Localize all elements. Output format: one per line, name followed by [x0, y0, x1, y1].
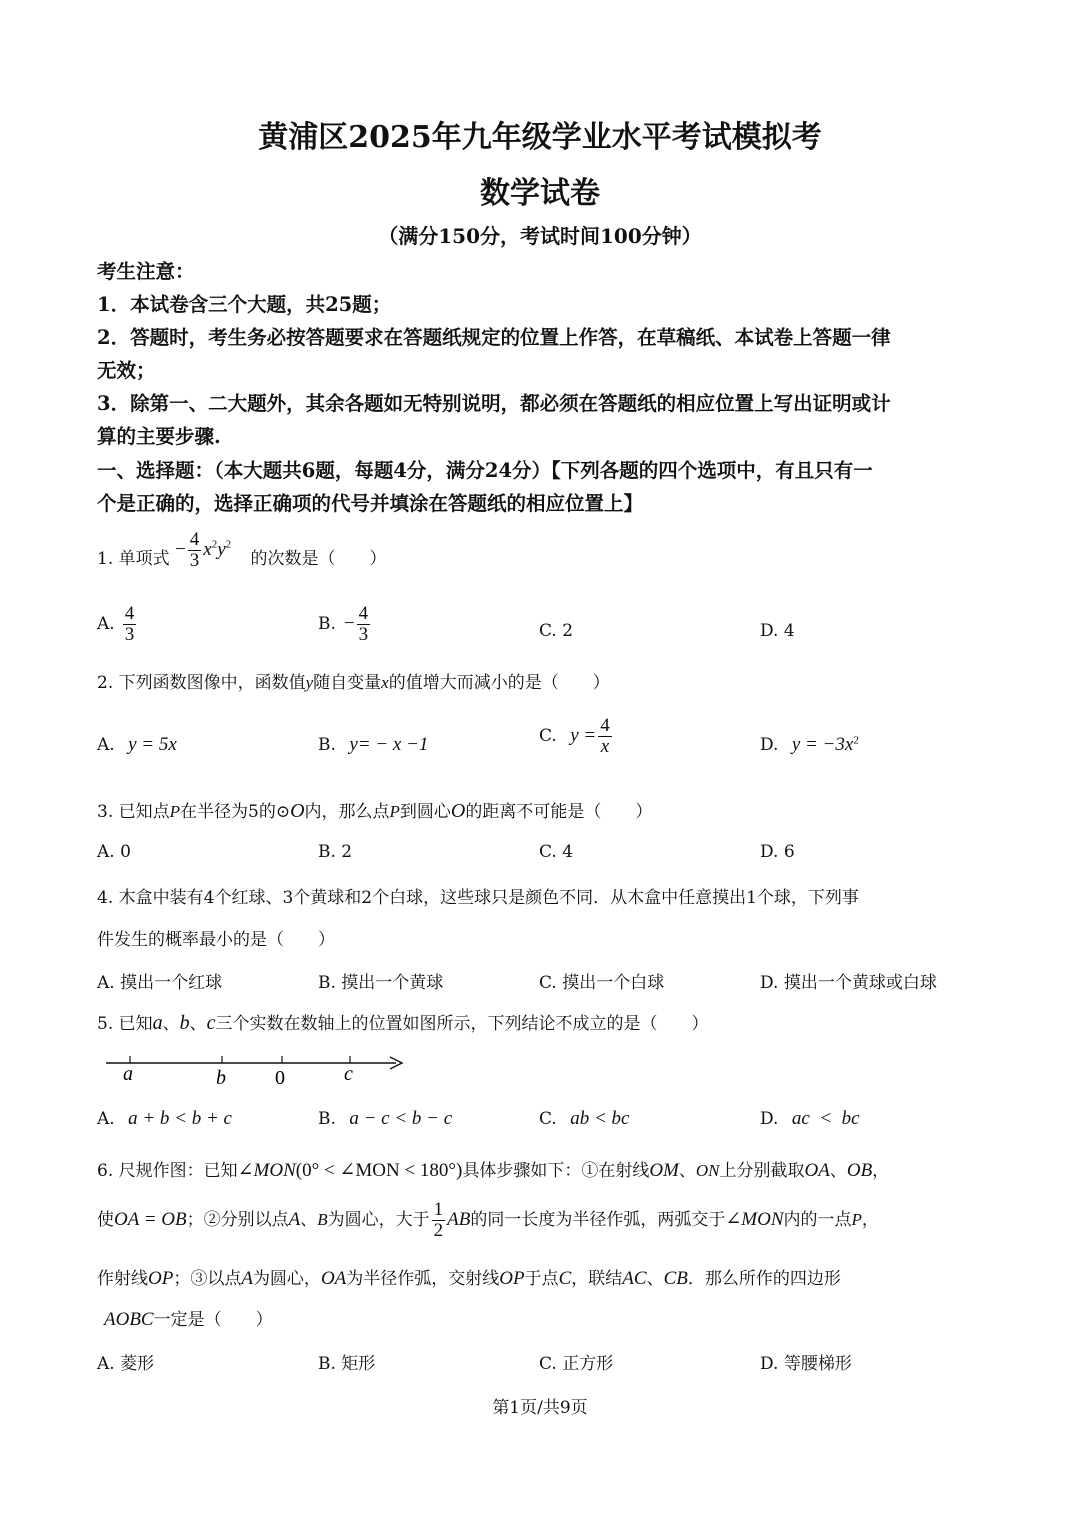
- q3-option-d[interactable]: D. 6: [760, 842, 795, 862]
- q4-option-a[interactable]: A. 摸出一个红球: [97, 973, 223, 993]
- question-4: 4. 木盒中装有4个红球、3个黄球和2个白球，这些球只是颜色不同．从木盒中任意摸出1个球，下列事: [97, 888, 859, 908]
- q1-option-d[interactable]: D. 4: [760, 621, 795, 641]
- exam-subject: 数学试卷: [480, 176, 600, 211]
- q2-option-a[interactable]: A. y = 5x: [97, 734, 177, 755]
- q5-option-b[interactable]: B. a − c < b − c: [318, 1108, 453, 1129]
- q3-option-c[interactable]: C. 4: [539, 842, 574, 862]
- q5-option-c[interactable]: C. ab < bc: [539, 1108, 630, 1129]
- section-1-heading: 一、选择题：（本大题共6题，每题4分，满分24分）【下列各题的四个选项中，有且只有一: [97, 459, 873, 482]
- q1-option-b[interactable]: B. − $\frac{4}{3}$: [318, 603, 369, 645]
- section-1-heading-cont: 个是正确的，选择正确项的代号并填涂在答题纸的相应位置上】: [97, 492, 644, 515]
- q1-option-a[interactable]: A. $\frac{4}{3}$: [97, 603, 135, 645]
- q2-option-d[interactable]: D. $y = -3x^2$: [760, 734, 859, 755]
- q6-option-a[interactable]: A. 菱形: [97, 1354, 155, 1374]
- question-2: 2. 下列函数图像中，函数值y随自变量x的值增大而减小的是（ ）: [97, 673, 610, 693]
- notice-item-2-cont: 无效；: [97, 359, 156, 382]
- q1-option-c[interactable]: C. 2: [539, 621, 574, 641]
- q6-option-b[interactable]: B. 矩形: [318, 1354, 376, 1374]
- notice-item-3-cont: 算的主要步骤.: [97, 425, 221, 448]
- q4-option-c[interactable]: C. 摸出一个白球: [539, 973, 665, 993]
- exam-title: 黄浦区2025年九年级学业水平考试模拟考: [258, 120, 822, 155]
- question-6-line-1: 6. 尺规作图：已知∠MON(0° < ∠MON < 180°)具体步骤如下：①在射线OM、ON上分别截取OA、OB，: [97, 1160, 890, 1181]
- axis-label-c: c: [344, 1063, 353, 1085]
- number-line: [100, 1050, 410, 1092]
- q1-monomial: − $\frac{4}{3}$ $x^2y^2$: [175, 529, 232, 571]
- q5-option-a[interactable]: A. a + b < b + c: [97, 1108, 232, 1129]
- question-3: 3. 已知点P在半径为5的⊙O内，那么点P到圆心O的距离不可能是（ ）: [97, 800, 653, 822]
- page-number: 第1页/共9页: [492, 1398, 588, 1418]
- q6-option-d[interactable]: D. 等腰梯形: [760, 1354, 852, 1374]
- notice-item-2: 2．答题时，考生务必按答题要求在答题纸规定的位置上作答，在草稿纸、本试卷上答题一律: [97, 326, 891, 349]
- question-5: 5. 已知a、b、c三个实数在数轴上的位置如图所示，下列结论不成立的是（ ）: [97, 1012, 709, 1034]
- question-6-line-4: AOBC一定是（ ）: [104, 1309, 273, 1330]
- notice-heading: 考生注意：: [97, 260, 195, 283]
- q3-option-b[interactable]: B. 2: [318, 842, 353, 862]
- exam-info: （满分150分，考试时间100分钟）: [378, 224, 702, 248]
- question-6-line-3: 作射线OP；③以点A为圆心，OA为半径作弧，交射线OP于点C，联结AC、CB．那么所作的四边形: [97, 1268, 841, 1289]
- q4-option-d[interactable]: D. 摸出一个黄球或白球: [760, 973, 937, 993]
- q6-option-c[interactable]: C. 正方形: [539, 1354, 614, 1374]
- q2-option-c[interactable]: C. y = $\frac{4}{x}$: [539, 715, 610, 757]
- axis-label-b: b: [216, 1067, 226, 1089]
- axis-label-a: a: [123, 1063, 133, 1085]
- q5-option-d[interactable]: D. ac < bc: [760, 1108, 860, 1129]
- q4-option-b[interactable]: B. 摸出一个黄球: [318, 973, 444, 993]
- q2-option-b[interactable]: B. y= − x −1: [318, 734, 429, 755]
- axis-label-zero: 0: [275, 1067, 285, 1089]
- question-6-line-2: 使OA = OB；②分别以点A、B为圆心，大于 $\frac{1}{2}$ AB的同一长度为半径作弧，两弧交于∠MON内的一点P，: [97, 1199, 879, 1241]
- question-4-cont: 件发生的概率最小的是（ ）: [97, 930, 335, 950]
- q3-option-a[interactable]: A. 0: [97, 842, 131, 862]
- notice-item-1: 1．本试卷含三个大题，共25题；: [97, 293, 392, 316]
- notice-item-3: 3．除第一、二大题外，其余各题如无特别说明，都必须在答题纸的相应位置上写出证明或计: [97, 392, 891, 415]
- question-1: 1. 单项式 − $\frac{4}{3}$ $x^2y^2$ 的次数是（ ）: [97, 529, 387, 571]
